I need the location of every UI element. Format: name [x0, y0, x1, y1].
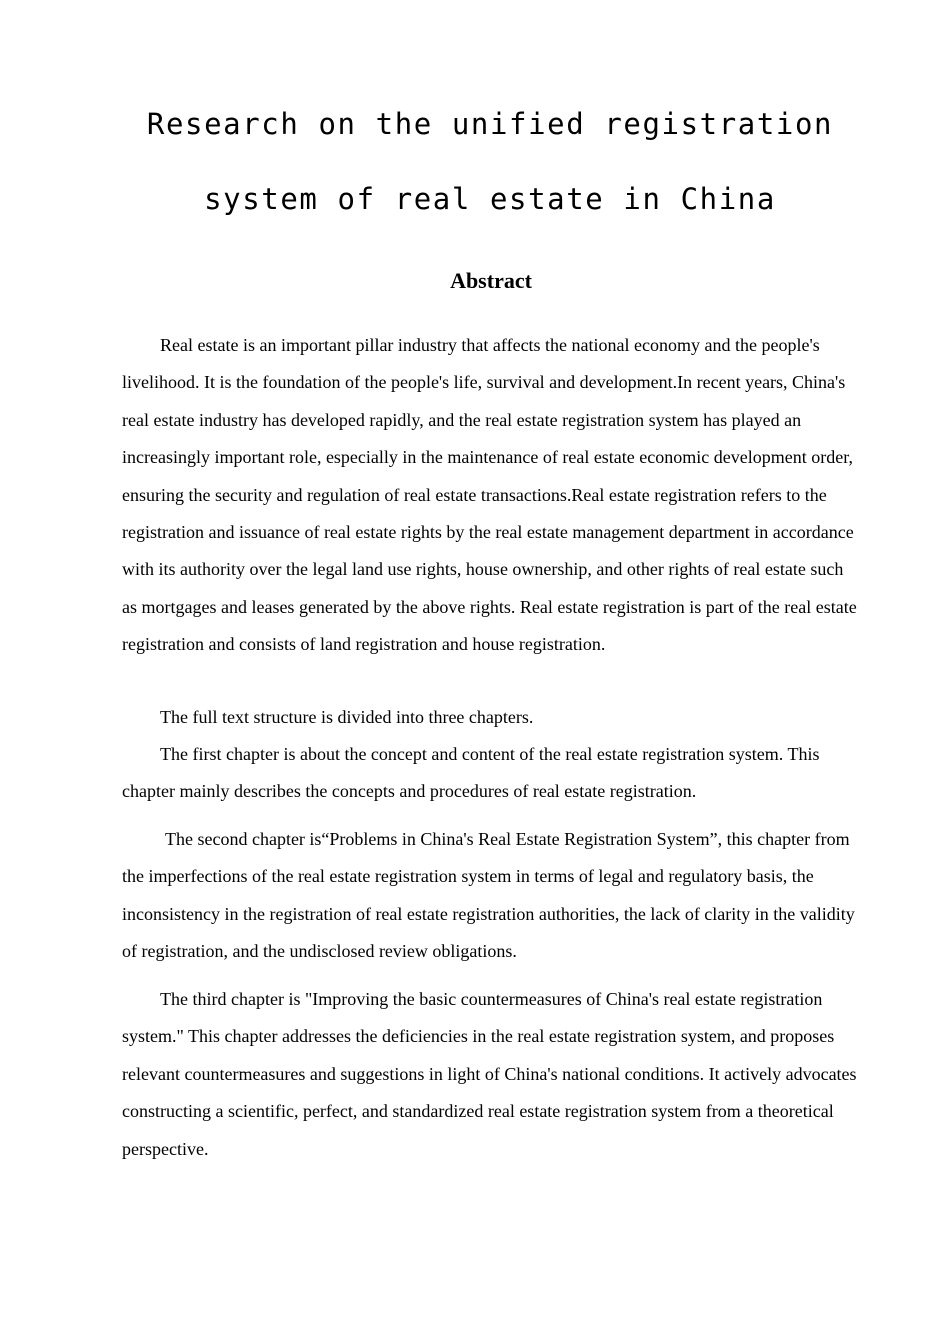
- abstract-paragraph-intro: Real estate is an important pillar industry that affects the national economy and the people's livelihood. It is the foundation of the people's life, survival and development.In recent years, China's real estate industry has developed rapidly, and the real estate registration system has played an increasingly important role, especially in the maintenance of real estate economic development order, ensuring the security and regulation of real estate transactions.Real estate registration refers to the registration and issuance of real estate rights by the real estate management department in accordance with its authority over the legal land use rights, house ownership, and other rights of real estate such as mortgages and leases generated by the above rights. Real estate registration is part of the real estate registration and consists of land registration and house registration.: [122, 335, 857, 655]
- document-title-line-2: system of real estate in China: [204, 182, 776, 216]
- abstract-paragraph-chapter-2: The second chapter is“Problems in China's Real Estate Registration System”, this chapter from the imperfections of the real estate registration system in terms of legal and regulatory basis, the inconsistency in the registration of real estate registration authorities, the lack of clarity in the validity of registration, and the undisclosed review obligations.: [122, 829, 855, 962]
- abstract-paragraph-chapter-3: The third chapter is "Improving the basic countermeasures of China's real estate registration system." This chapter addresses the deficiencies in the real estate registration system, and proposes relevant countermeasures and suggestions in light of China's national conditions. It actively advocates constructing a scientific, perfect, and standardized real estate registration system from a theoretical perspective.: [122, 989, 857, 1159]
- abstract-paragraph-chapter-1: The first chapter is about the concept and content of the real estate registration system. This chapter mainly describes the concepts and procedures of real estate registration.: [122, 744, 820, 802]
- document-title-line-1: Research on the unified registration: [146, 107, 834, 141]
- abstract-heading: Abstract: [450, 268, 532, 293]
- abstract-paragraph-structure: The full text structure is divided into three chapters.: [160, 707, 534, 727]
